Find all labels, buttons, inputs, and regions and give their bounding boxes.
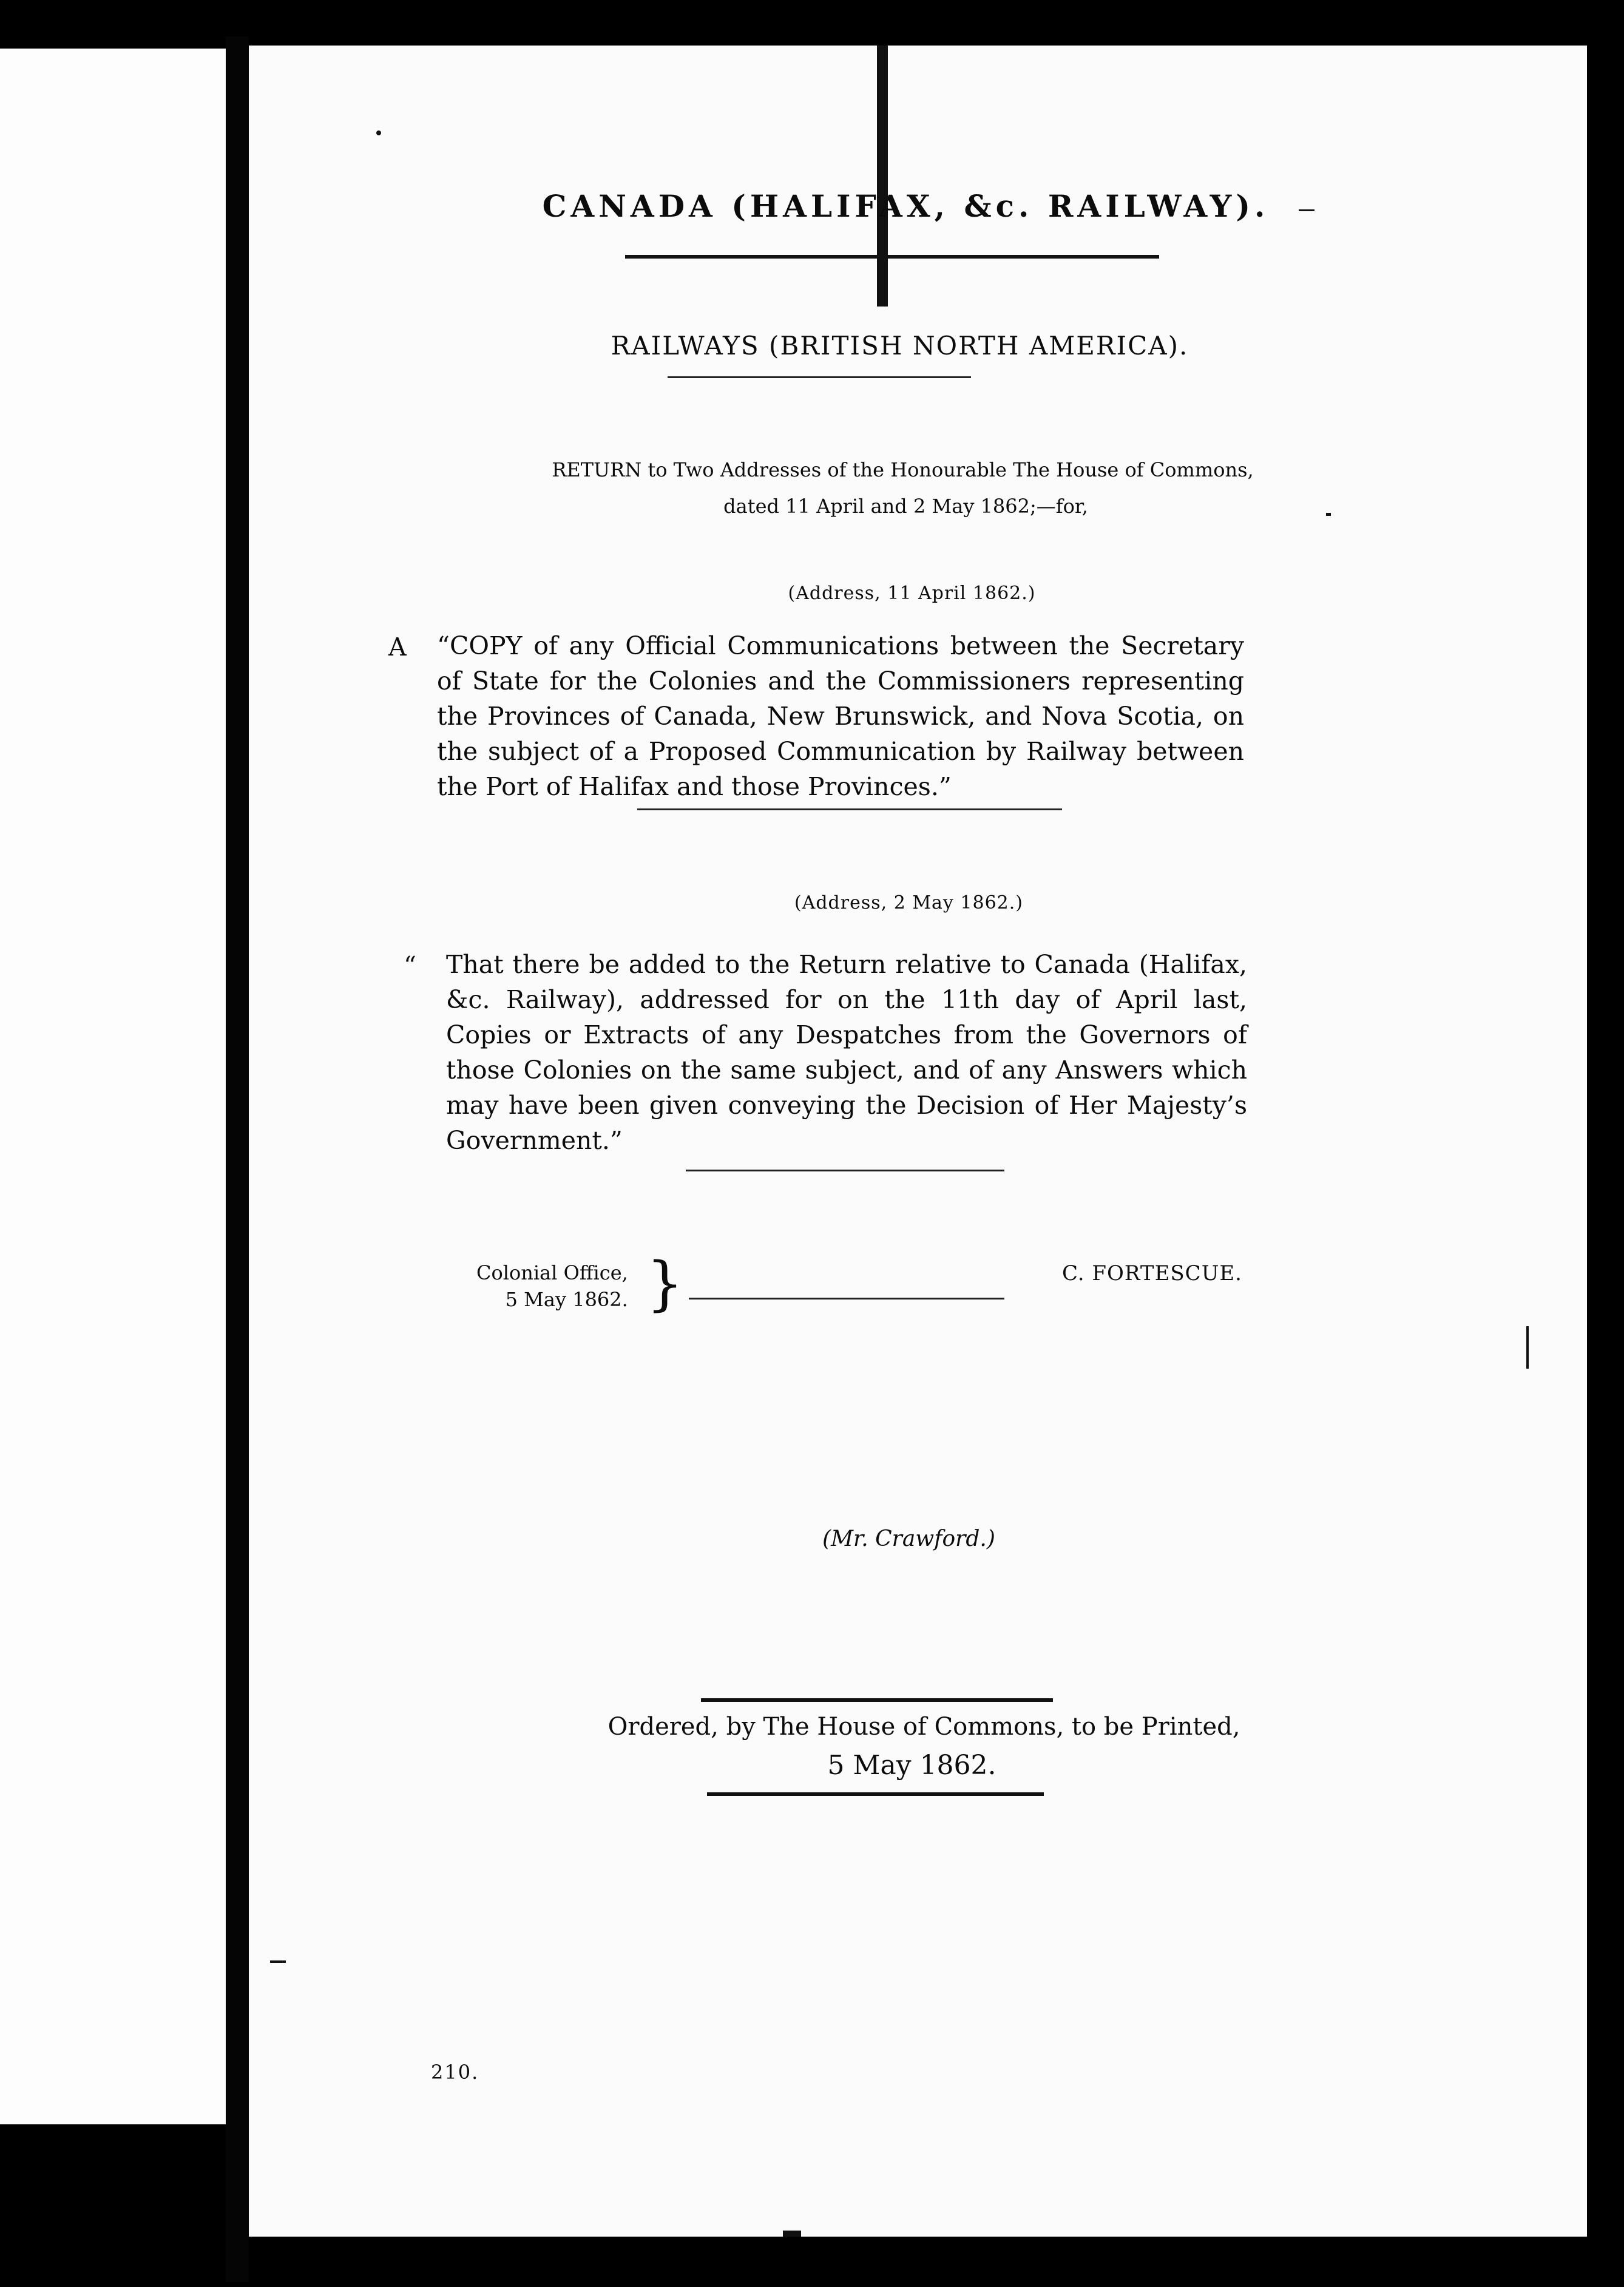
order-line-2: 5 May 1862. <box>827 1750 996 1781</box>
office-date: 5 May 1862. <box>505 1288 628 1311</box>
order-rule-top <box>701 1698 1053 1702</box>
that-paragraph-lead: “ <box>404 951 416 980</box>
return-heading-line1: RETURN to Two Addresses of the Honourable The House of Commons, <box>552 458 1254 481</box>
copy-paragraph-lead: A <box>388 632 407 662</box>
section-rule-1 <box>637 808 1062 810</box>
that-paragraph-text: That there be added to the Return relative to Canada (Halifax, &c. Railway), addressed for on the 11th day of April last, Copies or Extracts of any Despatches from the Governors of those Colonies on the same subject, and of any Answers which may have been given conveying the Decision of Her Majesty’s Government.” <box>446 950 1247 1155</box>
page-gutter <box>226 36 249 2282</box>
title-rule <box>625 255 1159 259</box>
scan-speck <box>1326 513 1331 516</box>
section-rule-3 <box>689 1298 1004 1299</box>
copy-paragraph <box>388 586 1244 804</box>
facing-page <box>0 49 226 2124</box>
scan-speck <box>1299 209 1314 211</box>
document-title: CANADA (HALIFAX, &c. RAILWAY). <box>542 188 1270 224</box>
dateline-brace: } <box>646 1250 684 1318</box>
document-page <box>249 46 1587 2237</box>
signatory: C. FORTESCUE. <box>1062 1261 1242 1286</box>
that-paragraph <box>404 904 1247 1158</box>
copy-paragraph-text: “COPY of any Official Communications between the Secretary of State for the Colonies and the Commissioners representing the Provinces of Canada, New Brunswick, and Nova Scotia, on the subject of a Proposed Communication by Railway between the Port of Halifax and those Provinces.” <box>437 631 1244 801</box>
address-label-2: (Address, 2 May 1862.) <box>794 892 1024 913</box>
order-rule-bottom <box>707 1792 1044 1796</box>
return-heading-line2: dated 11 April and 2 May 1862;—for, <box>723 495 1088 518</box>
order-line-1: Ordered, by The House of Commons, to be Printed, <box>607 1713 1240 1741</box>
section-rule-2 <box>686 1170 1004 1171</box>
scan-speck <box>270 1960 286 1963</box>
mover-name: (Mr. Crawford.) <box>822 1526 995 1551</box>
office-dateline <box>476 1259 628 1313</box>
scan-speck <box>783 2231 801 2237</box>
office-name: Colonial Office, <box>476 1261 628 1284</box>
subtitle-rule <box>668 376 971 378</box>
scan-speck <box>1526 1326 1529 1369</box>
paper-number: 210. <box>431 2061 479 2084</box>
scan-speck <box>376 130 381 135</box>
page-crease <box>877 46 888 307</box>
address-label-1: (Address, 11 April 1862.) <box>788 583 1036 604</box>
document-subtitle: RAILWAYS (BRITISH NORTH AMERICA). <box>611 331 1189 361</box>
